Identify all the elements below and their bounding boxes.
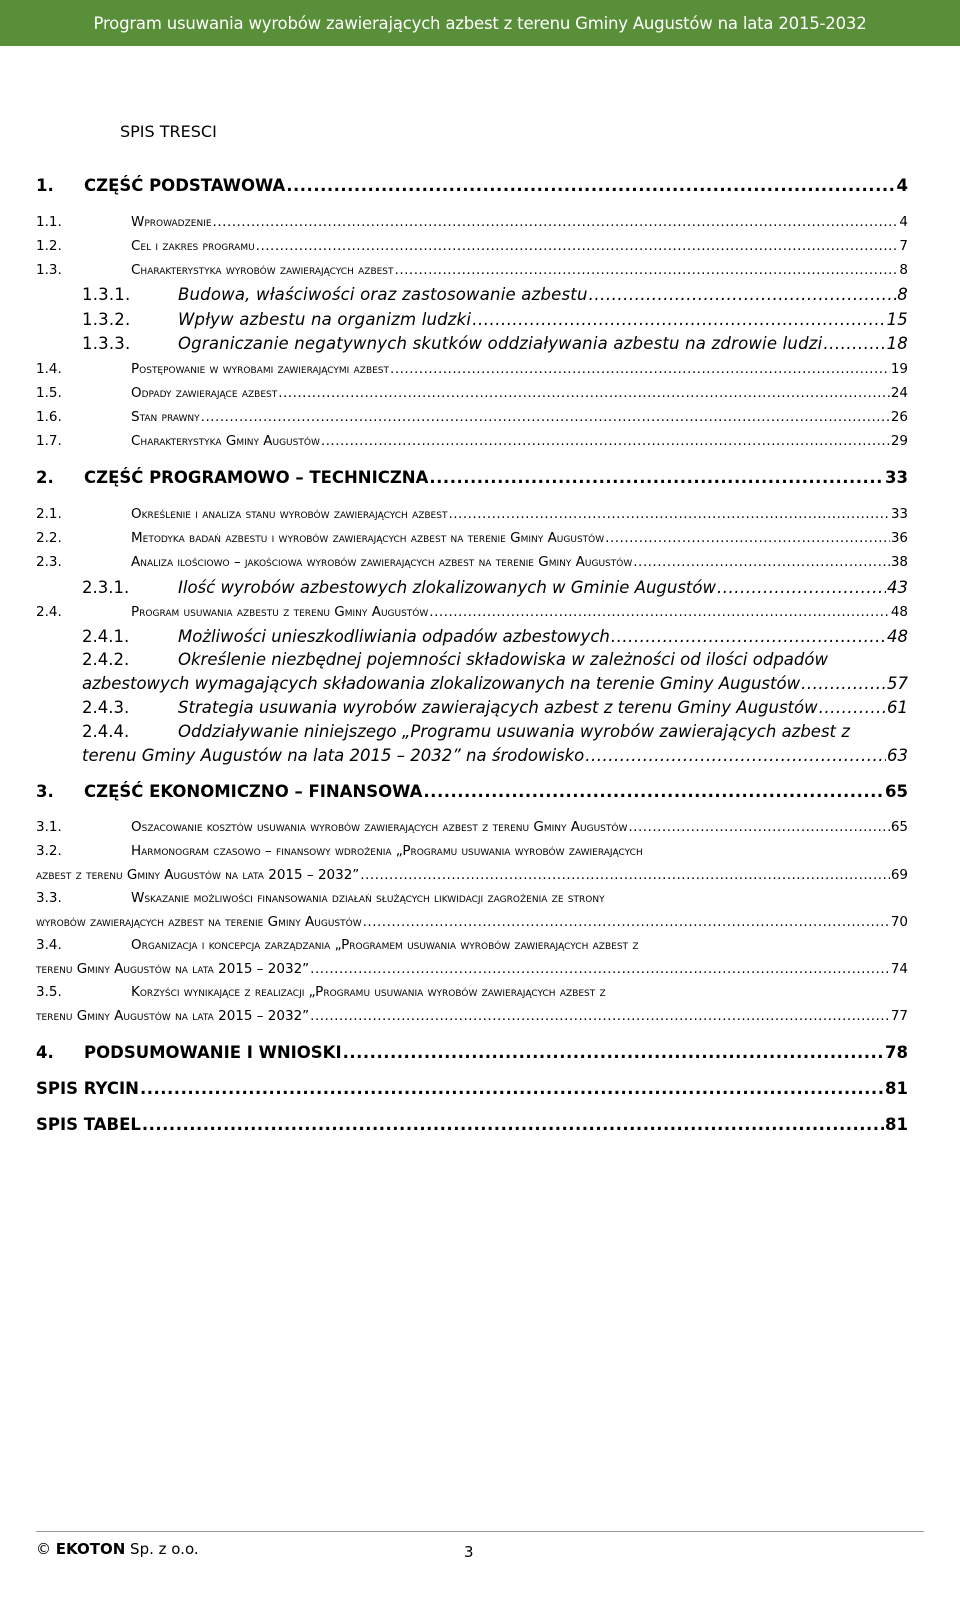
page-header bbox=[0, 0, 960, 46]
toc-entry[interactable]: 1. CZĘŚĆ PODSTAWOWA ..... 4 bbox=[36, 176, 908, 195]
toc-entry-line1[interactable]: 2.4.4. Oddziaływanie niniejszego „Programu usuwania wyrobów zawierających azbest z bbox=[82, 722, 850, 741]
copyright-icon: © bbox=[36, 1540, 51, 1558]
toc-entry-line1[interactable]: 2.4.2. Określenie niezbędnej pojemności składowiska w zależności od ilości odpadów bbox=[82, 650, 828, 669]
toc-entry-line2[interactable]: wyrobów zawierających azbest na terenie Gminy Augustów ..... 70 bbox=[36, 914, 908, 930]
toc-entry[interactable]: SPIS TABEL ..... 81 bbox=[36, 1115, 908, 1134]
toc-entry-line2[interactable]: terenu Gminy Augustów na lata 2015 – 2032” na środowisko ..... 63 bbox=[82, 746, 908, 765]
toc-entry[interactable]: 4. PODSUMOWANIE I WNIOSKI ..... 78 bbox=[36, 1043, 908, 1062]
toc-entry[interactable]: 3.1. Oszacowanie kosztów usuwania wyrobów zawierających azbest z terenu Gminy Augustów ..... 65 bbox=[36, 819, 908, 835]
toc-entry[interactable]: 1.3.3. Ograniczanie negatywnych skutków oddziaływania azbestu na zdrowie ludzi ..... 18 bbox=[82, 334, 908, 353]
toc-entry[interactable]: 1.2. Cel i zakres programu ..... 7 bbox=[36, 238, 908, 254]
toc-entry[interactable]: 1.3.2. Wpływ azbestu na organizm ludzki ..... 15 bbox=[82, 310, 908, 329]
toc-title: SPIS TRESCI bbox=[120, 122, 217, 141]
toc-entry-line1[interactable]: 3.4. Organizacja i koncepcja zarządzania „Programem usuwania wyrobów zawierających azbest z bbox=[36, 937, 639, 953]
toc-entry[interactable]: 2.4. Program usuwania azbestu z terenu Gminy Augustów ..... 48 bbox=[36, 604, 908, 620]
toc-entry[interactable]: 1.3.1. Budowa, właściwości oraz zastosowanie azbestu ..... 8 bbox=[82, 285, 908, 304]
toc-entry[interactable]: 1.3. Charakterystyka wyrobów zawierających azbest ..... 8 bbox=[36, 262, 908, 278]
toc-entry[interactable]: 3. CZĘŚĆ EKONOMICZNO – FINANSOWA ..... 65 bbox=[36, 782, 908, 801]
toc-entry[interactable]: 2.4.3. Strategia usuwania wyrobów zawierających azbest z terenu Gminy Augustów ..... 61 bbox=[82, 698, 908, 717]
toc-entry[interactable]: 1.4. Postępowanie w wyrobami zawierającymi azbest ..... 19 bbox=[36, 361, 908, 377]
toc-entry-line2[interactable]: terenu Gminy Augustów na lata 2015 – 2032” ..... 77 bbox=[36, 1008, 908, 1024]
toc-entry[interactable]: SPIS RYCIN ..... 81 bbox=[36, 1079, 908, 1098]
toc-entry[interactable]: 2. CZĘŚĆ PROGRAMOWO – TECHNICZNA ..... 33 bbox=[36, 468, 908, 487]
footer-divider bbox=[36, 1531, 924, 1532]
header-title: Program usuwania wyrobów zawierających azbest z terenu Gminy Augustów na lata 2015-2032 bbox=[93, 13, 867, 33]
toc-entry[interactable]: 1.5. Odpady zawierające azbest ..... 24 bbox=[36, 385, 908, 401]
toc-entry[interactable]: 1.7. Charakterystyka Gminy Augustów ..... 29 bbox=[36, 433, 908, 449]
toc-entry[interactable]: 1.1. Wprowadzenie ..... 4 bbox=[36, 214, 908, 230]
toc-entry-line2[interactable]: terenu Gminy Augustów na lata 2015 – 2032” ..... 74 bbox=[36, 961, 908, 977]
toc-entry-line2[interactable]: azbestowych wymagających składowania zlokalizowanych na terenie Gminy Augustów ..... 57 bbox=[82, 674, 908, 693]
toc-entry-line1[interactable]: 3.3. Wskazanie możliwości finansowania działań służących likwidacji zagrożenia ze strony bbox=[36, 890, 605, 906]
toc-entry[interactable]: 2.4.1. Możliwości unieszkodliwiania odpadów azbestowych ..... 48 bbox=[82, 627, 908, 646]
toc-entry[interactable]: 2.3. Analiza ilościowo – jakościowa wyrobów zawierających azbest na terenie Gminy Augustów ..... 38 bbox=[36, 554, 908, 570]
toc-entry-line2[interactable]: azbest z terenu Gminy Augustów na lata 2015 – 2032” ..... 69 bbox=[36, 867, 908, 883]
toc-entry-line1[interactable]: 3.5. Korzyści wynikające z realizacji „Programu usuwania wyrobów zawierających azbest z bbox=[36, 984, 606, 1000]
toc-entry[interactable]: 2.1. Określenie i analiza stanu wyrobów zawierających azbest ..... 33 bbox=[36, 506, 908, 522]
toc-entry[interactable]: 2.2. Metodyka badań azbestu i wyrobów zawierających azbest na terenie Gminy Augustów ..... 36 bbox=[36, 530, 908, 546]
page-number: 3 bbox=[464, 1543, 474, 1561]
toc-entry-line1[interactable]: 3.2. Harmonogram czasowo – finansowy wdrożenia „Programu usuwania wyrobów zawierających bbox=[36, 843, 643, 859]
toc-entry[interactable]: 1.6. Stan prawny ..... 26 bbox=[36, 409, 908, 425]
footer-company: © EKOTON Sp. z o.o. bbox=[36, 1540, 199, 1558]
toc-entry[interactable]: 2.3.1. Ilość wyrobów azbestowych zlokalizowanych w Gminie Augustów ..... 43 bbox=[82, 578, 908, 597]
